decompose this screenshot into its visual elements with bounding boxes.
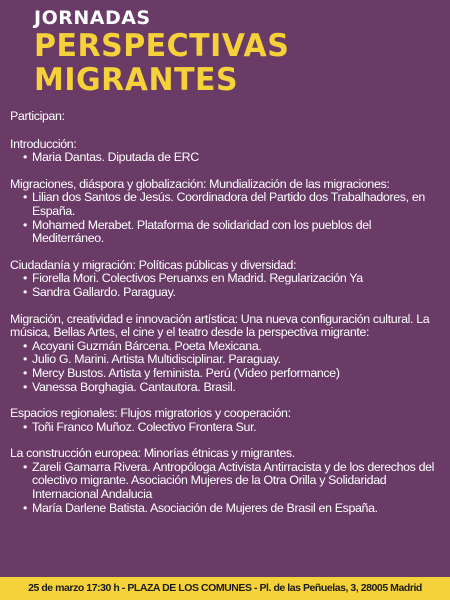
speaker-item: • Julio G. Marini. Artista Multidisciplinar. Paraguay. <box>32 353 442 367</box>
section-title: Migración, creatividad e innovación artística: Una nueva configuración cultural. La música, Bellas Artes, el cine y el teatro desde la perspectiva migrante: <box>10 311 430 340</box>
speaker-item: • Fiorella Mori. Colectivos Peruanxs en Madrid. Regularización Ya <box>32 272 442 286</box>
speaker-item: • María Darlene Batista. Asociación de Mujeres de Brasil en España. <box>32 502 442 516</box>
speaker-item: • Sandra Gallardo. Paraguay. <box>32 286 442 300</box>
speaker-list <box>10 151 442 165</box>
event-title-line-1: PERSPECTIVAS <box>34 27 290 65</box>
event-kicker: JORNADAS <box>34 7 151 29</box>
section-title: Migraciones, diáspora y globalización: Mundialización de las migraciones: <box>10 176 390 191</box>
event-details-banner: 25 de marzo 17:30 h - PLAZA DE LOS COMUNES - Pl. de las Peñuelas, 3, 28005 Madrid <box>0 577 450 600</box>
speaker-item: • Zareli Gamarra Rivera. Antropóloga Activista Antirracista y de los derechos del colectivo migrante. Asociación Mujeres de la Otra Orilla y Solidaridad Internacional Andalucia <box>32 461 442 502</box>
section-creatividad <box>10 313 442 395</box>
speaker-list <box>10 191 442 245</box>
participants-heading: Participan: <box>10 109 65 123</box>
program-content <box>10 110 442 528</box>
event-title <box>34 27 290 99</box>
speaker-item: • Maria Dantas. Diputada de ERC <box>32 151 442 165</box>
event-header <box>34 6 290 99</box>
speaker-item: • Lilian dos Santos de Jesús. Coordinadora del Partido dos Trabalhadores, en España. <box>32 191 442 218</box>
section-title: La construcción europea: Minorías étnicas y migrantes. <box>10 446 295 461</box>
section-ciudadania <box>10 259 442 300</box>
section-title: Espacios regionales: Flujos migratorios y cooperación: <box>10 406 291 421</box>
speaker-item: • Vanessa Borghagia. Cantautora. Brasil. <box>32 381 442 395</box>
speaker-item: • Mercy Bustos. Artista y feminista. Perú (Video performance) <box>32 367 442 381</box>
event-title-line-2: MIGRANTES <box>34 61 239 99</box>
section-construccion-europea <box>10 447 442 515</box>
section-migraciones <box>10 178 442 246</box>
speaker-item: • Acoyani Guzmán Bárcena. Poeta Mexicana. <box>32 340 442 354</box>
speaker-item: • Toñi Franco Muñoz. Colectivo Frontera Sur. <box>32 421 442 435</box>
speaker-item: • Mohamed Merabet. Plataforma de solidaridad con los pueblos del Mediterráneo. <box>32 219 442 246</box>
section-title: Ciudadanía y migración: Políticas públicas y diversidad: <box>10 257 297 272</box>
section-espacios-regionales <box>10 407 442 434</box>
speaker-list <box>10 272 442 299</box>
speaker-list <box>10 421 442 435</box>
section-title: Introducción: <box>10 136 77 151</box>
speaker-list <box>10 340 442 394</box>
section-introduccion <box>10 138 442 165</box>
speaker-list <box>10 461 442 515</box>
